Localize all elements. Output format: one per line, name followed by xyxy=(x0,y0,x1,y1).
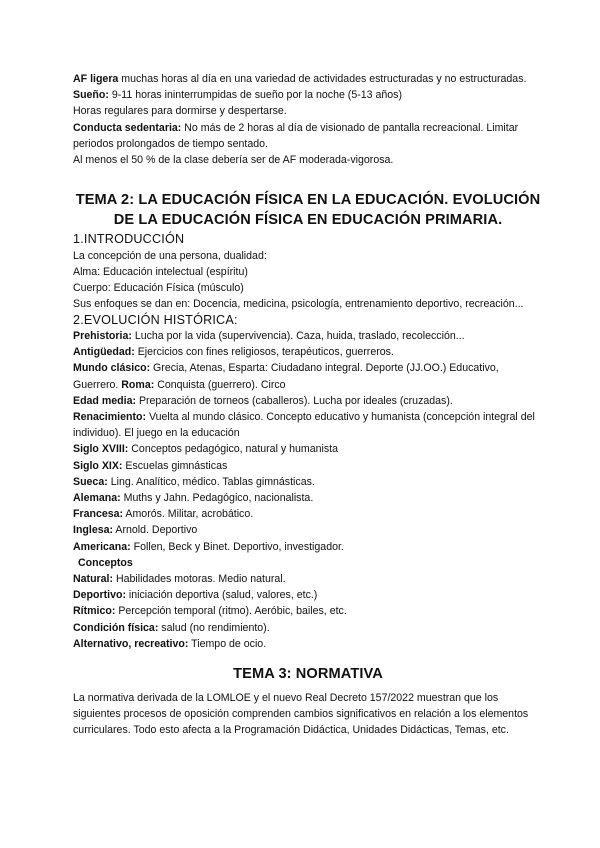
intro-line: Sus enfoques se dan en: Docencia, medicina, psicología, entrenamiento deportivo, recreación... xyxy=(73,298,524,311)
history-text: Ejercicios con fines religiosos, terapéuticos, guerreros. xyxy=(134,346,394,359)
history-label: Roma: xyxy=(121,378,155,391)
section-evolucion-title: 2.EVOLUCIÓN HISTÓRICA: xyxy=(73,312,238,327)
concept-text: iniciación deportiva (salud, valores, etc.) xyxy=(125,589,318,602)
document-page xyxy=(73,71,543,738)
history-text: Escuelas gimnásticas xyxy=(122,459,228,472)
history-label: Alemana: xyxy=(73,492,121,505)
history-item xyxy=(73,328,543,344)
class-af-line: Al menos el 50 % de la clase debería ser de AF moderada-vigorosa. xyxy=(73,154,394,167)
history-item xyxy=(73,522,543,538)
concept-text: salud (no rendimiento). xyxy=(158,621,270,634)
intro-line: Cuerpo: Educación Física (músculo) xyxy=(73,282,244,295)
history-label: Prehistoria: xyxy=(73,330,132,343)
history-label: Francesa: xyxy=(73,508,124,521)
concepts-title-text: Conceptos xyxy=(78,556,133,569)
concept-label: Rítmico: xyxy=(73,605,116,618)
concept-item xyxy=(73,636,543,652)
sleep-text: 9-11 horas ininterrumpidas de sueño por la noche (5-13 años) xyxy=(108,89,402,102)
history-label: Mundo clásico: xyxy=(73,362,151,375)
concept-label: Alternativo, recreativo: xyxy=(73,637,189,650)
history-item xyxy=(73,539,543,555)
concept-text: Percepción temporal (ritmo). Aeróbic, bailes, etc. xyxy=(115,605,347,618)
history-item xyxy=(73,490,543,506)
history-text: Arnold. Deportivo xyxy=(113,524,198,537)
concept-label: Condición física: xyxy=(73,621,159,634)
history-text: Grecia, Atenas, Esparta: Ciudadano integral. Deporte (JJ.OO.) Educativo, Guerrero. xyxy=(73,362,499,391)
tema2-title: TEMA 2: LA EDUCACIÓN FÍSICA EN LA EDUCACIÓN. EVOLUCIÓN DE LA EDUCACIÓN FÍSICA EN EDUCACIÓN PRIMARIA. xyxy=(75,192,541,228)
history-label: Siglo XIX: xyxy=(73,459,123,472)
history-label: Americana: xyxy=(73,540,131,553)
concept-item xyxy=(73,620,543,636)
concept-text: Tiempo de ocio. xyxy=(188,637,267,650)
history-item xyxy=(73,360,543,392)
history-label: Edad media: xyxy=(73,394,136,407)
history-label: Inglesa: xyxy=(73,524,114,537)
history-item xyxy=(73,441,543,457)
history-label: Siglo XVIII: xyxy=(73,443,129,456)
history-text: Amorós. Militar, acrobático. xyxy=(123,508,254,521)
history-item xyxy=(73,344,543,360)
concept-label: Natural: xyxy=(73,573,114,586)
sleep-line xyxy=(73,87,543,103)
tema3-title: TEMA 3: NORMATIVA xyxy=(233,666,383,683)
tema3-body: La normativa derivada de la LOMLOE y el nuevo Real Decreto 157/2022 muestran que los siguientes procesos de oposición comprenden cambios significativos en relación a los elementos curriculares. Todo esto afecta a la Programación Didáctica, Unidades Didácticas, Temas, etc. xyxy=(73,691,529,736)
history-item xyxy=(73,409,543,441)
history-item xyxy=(73,506,543,522)
section-introduccion-title: 1.INTRODUCCIÓN xyxy=(73,232,185,247)
history-item xyxy=(73,474,543,490)
af-ligera-line xyxy=(73,71,543,87)
sedentary-line xyxy=(73,120,543,152)
history-text: Muths y Jahn. Pedagógico, nacionalista. xyxy=(120,492,314,505)
history-text: Lucha por la vida (supervivencia). Caza, huida, traslado, recolección... xyxy=(131,330,465,343)
concept-label: Deportivo: xyxy=(73,589,126,602)
history-label: Sueca: xyxy=(73,475,108,488)
history-text: Follen, Beck y Binet. Deportivo, investigador. xyxy=(130,540,344,553)
history-text: Vuelta al mundo clásico. Concepto educativo y humanista (concepción integral del individuo). El juego en la educación xyxy=(73,411,535,440)
history-text: Conceptos pedagógico, natural y humanista xyxy=(128,443,338,456)
concept-text: Habilidades motoras. Medio natural. xyxy=(113,573,286,586)
history-label: Renacimiento: xyxy=(73,411,146,424)
intro-line: Alma: Educación intelectual (espíritu) xyxy=(73,265,248,278)
history-text: Conquista (guerrero). Circo xyxy=(154,378,286,391)
concept-item xyxy=(73,571,543,587)
sleep-extra-line: Horas regulares para dormirse y despertarse. xyxy=(73,105,287,118)
concepts-title xyxy=(73,555,543,571)
history-text: Ling. Analítico, médico. Tablas gimnásticas. xyxy=(107,475,315,488)
history-text: Preparación de torneos (caballeros). Lucha por ideales (cruzadas). xyxy=(136,394,453,407)
sedentary-label: Conducta sedentaria: xyxy=(73,121,182,134)
sleep-label: Sueño: xyxy=(73,89,109,102)
history-item xyxy=(73,458,543,474)
history-label: Antigüedad: xyxy=(73,346,135,359)
intro-line: La concepción de una persona, dualidad: xyxy=(73,249,267,262)
af-ligera-text: muchas horas al día en una variedad de actividades estructuradas y no estructuradas. xyxy=(118,73,527,85)
af-ligera-label: AF ligera xyxy=(73,73,119,85)
concept-item xyxy=(73,603,543,619)
sedentary-text: No más de 2 horas al día de visionado de pantalla recreacional. Limitar periodos prolongados de tiempo sentado. xyxy=(73,121,519,150)
concept-item xyxy=(73,587,543,603)
history-item xyxy=(73,393,543,409)
